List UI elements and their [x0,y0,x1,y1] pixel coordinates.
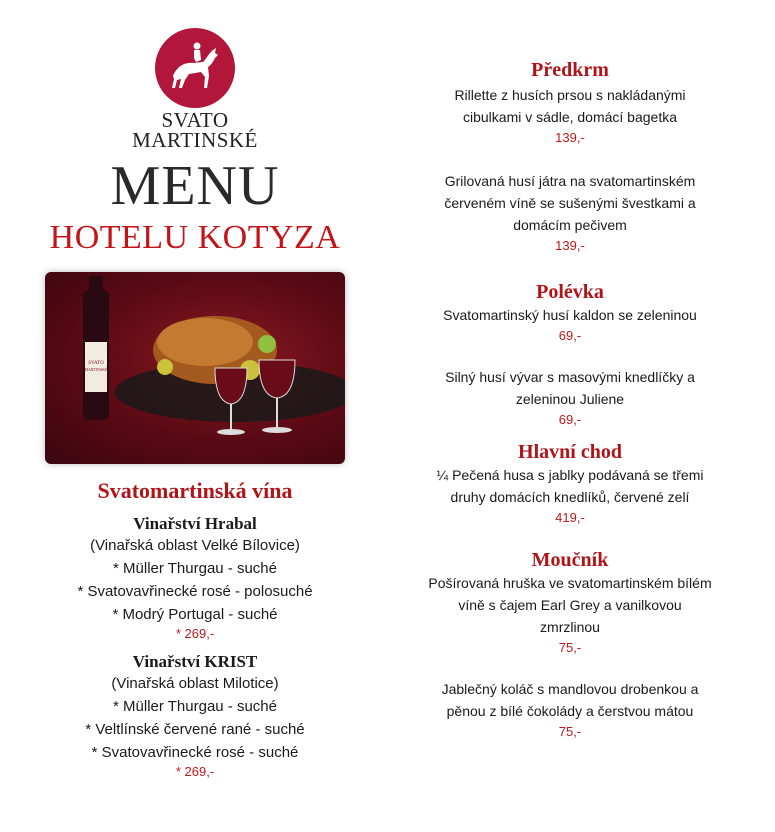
dish-item [400,304,740,346]
dish-description: Grilovaná husí játra na svatomartinském [444,173,696,189]
section-polevka [400,280,740,430]
dish-price: 69,- [558,328,582,343]
wine-item: * Svatovavřinecké rosé - polosuché [77,583,313,600]
dish-price: 139,- [555,130,585,145]
dish-item [400,84,740,148]
section-title: Polévka [536,281,604,303]
wine-item: * Svatovavřinecké rosé - suché [91,744,299,761]
dish-description: zmrzlinou [540,619,600,635]
wine-item: * Modrý Portugal - suché [112,606,278,623]
goose-wine-photo [45,272,345,464]
photo-illustration [45,272,345,464]
brand-line-1: SVATO [161,108,229,132]
dish-price: 75,- [558,640,582,655]
dish-item [400,572,740,658]
section-title: Hlavní chod [518,441,622,463]
dish-price: 75,- [558,724,582,739]
dish-description: druhy domácích knedlíků, červené zelí [450,489,690,505]
dish-price: 419,- [555,510,585,525]
dish-price: 139,- [555,238,585,253]
left-column [30,20,360,780]
dish-item [400,170,740,256]
dish-item [400,464,740,528]
wine-item: * Veltlínské červené rané - suché [85,721,305,738]
horse-rider-icon [163,36,227,100]
section-title: Moučník [531,549,609,571]
dish-description: červeném víně se sušenými švestkami a [444,195,696,211]
dish-description: pěnou z bílé čokolády a čerstvou mátou [446,703,694,719]
section-hlavni-chod [400,440,740,528]
hotel-title: HOTELU KOTYZA [49,219,341,256]
wine-price: * 269,- [175,626,215,641]
winery-region: (Vinařská oblast Milotice) [111,675,279,692]
wine-item: * Müller Thurgau - suché [113,560,277,577]
dish-description: domácím pečivem [513,217,627,233]
section-predkrm [400,58,740,256]
wine-item: * Müller Thurgau - suché [113,698,277,715]
dish-description: Rillette z husích prsou s nakládanými [454,87,686,103]
section-moucnik [400,548,740,742]
right-column [400,58,740,742]
dish-description: Jablečný koláč s mandlovou drobenkou a [441,681,699,697]
dish-description: ¼ Pečená husa s jablky podávaná se třemi [436,467,704,483]
brand-name [30,110,360,150]
dish-item [400,678,740,742]
bottle-label-line-2: MARTINSKÉ [84,367,108,372]
dish-description: cibulkami v sádle, domácí bagetka [463,109,677,125]
wine-price: * 269,- [175,764,215,779]
wines-title: Svatomartinská vína [97,478,293,503]
dish-description: zeleninou Juliene [515,391,625,407]
dish-item [400,366,740,430]
dish-description: Pošírovaná hruška ve svatomartinském bílém [428,575,712,591]
dish-description: Svatomartinský husí kaldon se zeleninou [443,307,697,323]
winery-name: Vinařství KRIST [132,652,258,671]
winery-block [30,514,360,642]
dish-description: víně s čajem Earl Grey a vanilkovou [458,597,682,613]
dish-price: 69,- [558,412,582,427]
winery-name: Vinařství Hrabal [133,514,257,533]
winery-block [30,652,360,780]
winery-region: (Vinařská oblast Velké Bílovice) [90,537,300,554]
dish-description: Silný husí vývar s masovými knedlíčky a [445,369,695,385]
brand-logo [155,28,235,108]
bottle-label-line-1: SVATO [88,361,104,366]
brand-line-2: MARTINSKÉ [132,128,258,152]
section-title: Předkrm [531,59,609,81]
menu-title: MENU [110,155,280,217]
